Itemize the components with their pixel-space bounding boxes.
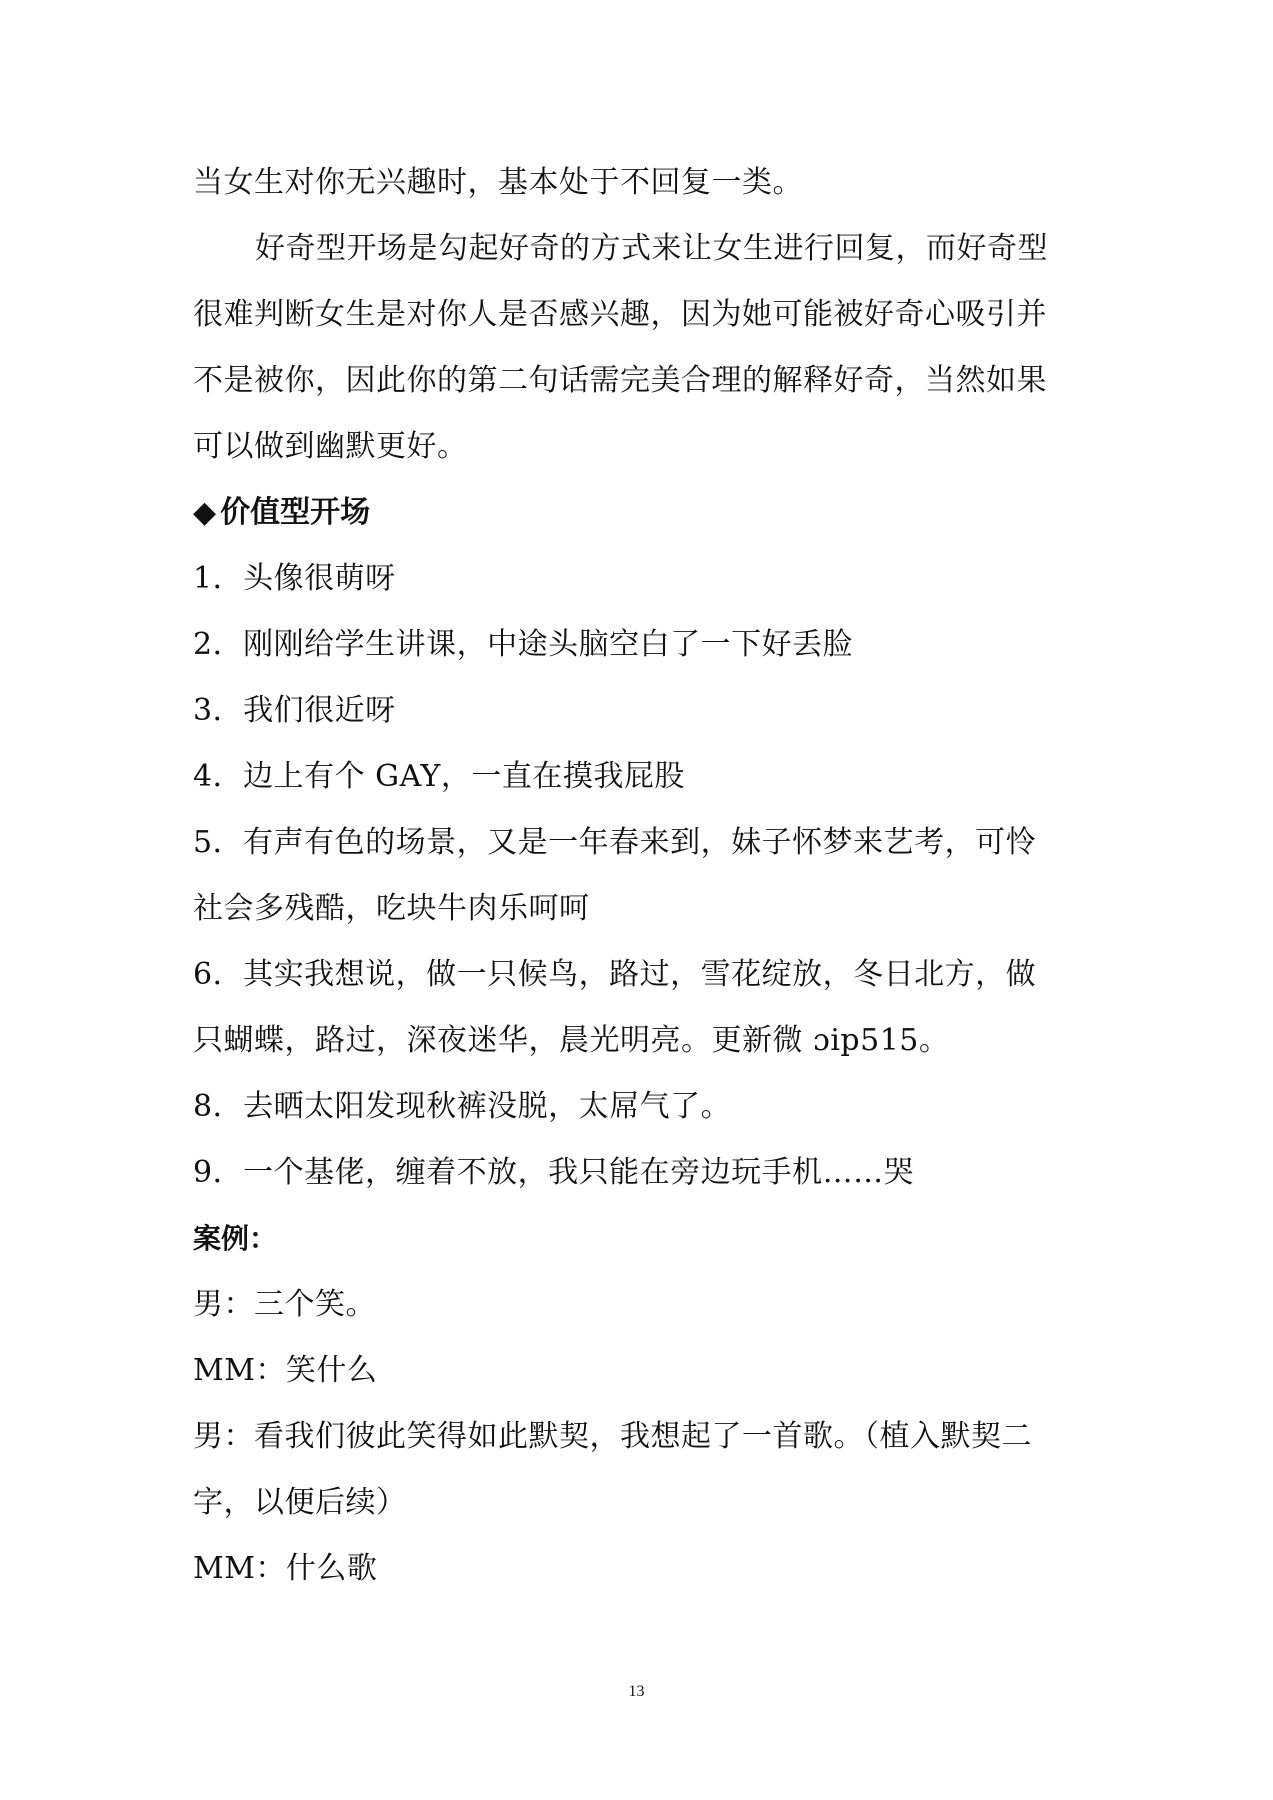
list-item-continuation: 社会多残酷，吃块牛肉乐呵呵 xyxy=(193,891,590,926)
list-item: 3．我们很近呀 xyxy=(193,693,396,728)
paragraph-line: 当女生对你无兴趣时，基本处于不回复一类。 xyxy=(193,165,803,200)
section-heading xyxy=(193,480,1093,546)
section-title: 价值型开场 xyxy=(220,495,371,530)
diamond-bullet-icon: ◆ xyxy=(193,495,217,530)
list-item-continuation: 只蝴蝶，路过，深夜迷华，晨光明亮。更新微 ɔip515。 xyxy=(193,1023,950,1058)
list-item: 6．其实我想说，做一只候鸟，路过，雪花绽放，冬日北方，做 xyxy=(193,957,1037,992)
dialogue-line: 字，以便后续） xyxy=(193,1485,407,1520)
document-page xyxy=(193,150,1093,1602)
list-item: 2．刚刚给学生讲课，中途头脑空白了一下好丢脸 xyxy=(193,627,854,662)
paragraph-line: 可以做到幽默更好。 xyxy=(193,429,468,464)
dialogue-line: 男：看我们彼此笑得如此默契，我想起了一首歌。（植入默契二 xyxy=(193,1419,1032,1454)
dialogue-line: MM：笑什么 xyxy=(193,1353,378,1388)
case-label: 案例： xyxy=(193,1222,278,1255)
list-item: 9．一个基佬，缠着不放，我只能在旁边玩手机……哭 xyxy=(193,1155,915,1190)
list-item: 1．头像很萌呀 xyxy=(193,561,396,596)
dialogue-line: MM：什么歌 xyxy=(193,1551,378,1586)
paragraph-line: 不是被你，因此你的第二句话需完美合理的解释好奇，当然如果 xyxy=(193,363,1047,398)
paragraph-line: 好奇型开场是勾起好奇的方式来让女生进行回复，而好奇型 xyxy=(255,231,1048,266)
dialogue-line: 男：三个笑。 xyxy=(193,1287,376,1322)
list-item: 4．边上有个 GAY，一直在摸我屁股 xyxy=(193,759,685,794)
list-item: 8．去晒太阳发现秋裤没脱，太屌气了。 xyxy=(193,1089,732,1124)
list-item: 5．有声有色的场景，又是一年春来到，妹子怀梦来艺考，可怜 xyxy=(193,825,1037,860)
paragraph-line: 很难判断女生是对你人是否感兴趣，因为她可能被好奇心吸引并 xyxy=(193,297,1047,332)
page-number: 13 xyxy=(628,1683,645,1700)
